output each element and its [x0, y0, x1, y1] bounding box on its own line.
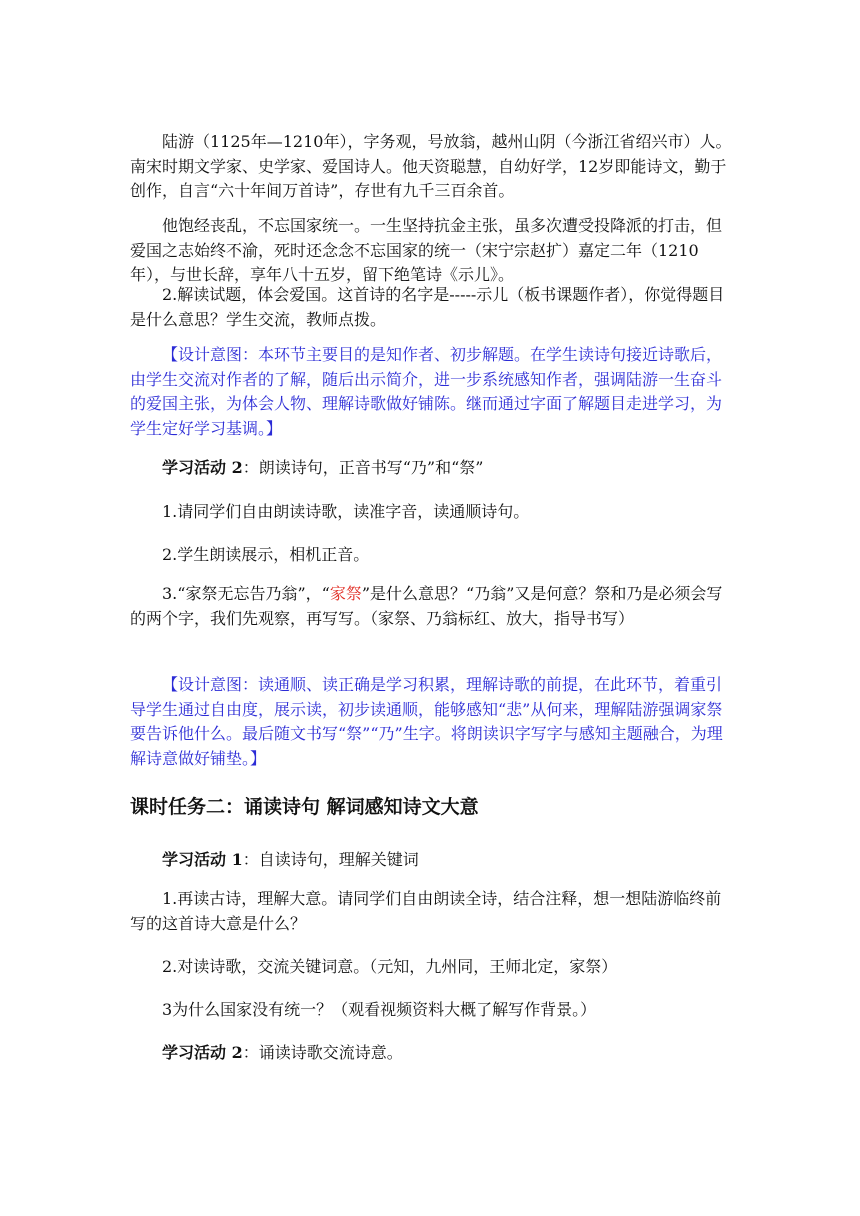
- highlighted-term: 家祭: [329, 584, 362, 603]
- step-3-part-b: ”是什么意思？“乃翁”又是何意？祭和乃是必须会写的两个字，我们先观察，再写写。（家祭、乃翁标红、放大，指导书写）: [130, 584, 723, 628]
- activity-label: 学习活动 1: [162, 850, 243, 869]
- activity-2-line: [130, 456, 734, 481]
- section-heading: 课时任务二：诵读诗句 解词感知诗文大意: [130, 796, 479, 818]
- activity-text: ：自读诗句，理解关键词: [242, 850, 419, 869]
- activity-text: ：诵读诗歌交流诗意。: [242, 1043, 403, 1062]
- design-intent-note-2: 【设计意图：读通顺、读正确是学习积累，理解诗歌的前提，在此环节，着重引导学生通过自由度，展示读，初步读通顺，能够感知“悲”从何来，理解陆游强调家祭要告诉他什么。最后随文书写“祭”“乃”生字。将朗读识字写字与感知主题融合，为理解诗意做好铺垫。】: [130, 675, 723, 768]
- paragraph-author-life: 他饱经丧乱，不忘国家统一。一生坚持抗金主张，虽多次遭受投降派的打击，但爱国之志始终不渝，死时还念念不忘国家的统一（宋宁宗赵扩）嘉定二年（1210年），与世长辞，享年八十五岁，留下绝笔诗《示儿》。: [130, 216, 723, 284]
- activity-1-line: [130, 848, 734, 873]
- activity-label: 学习活动 2: [162, 1043, 243, 1062]
- step-3-part-a: 3.“家祭无忘告乃翁”，“: [162, 584, 330, 603]
- task-1: 1.再读古诗，理解大意。请同学们自由朗读全诗，结合注释，想一想陆游临终前写的这首诗大意是什么？: [130, 889, 722, 933]
- activity-label: 学习活动 2: [162, 458, 243, 477]
- step-3: [130, 582, 734, 631]
- paragraph-title-interpretation: 2.解读试题，体会爱国。这首诗的名字是-----示儿（板书课题作者），你觉得题目是什么意思？学生交流，教师点拨。: [130, 285, 725, 329]
- paragraph-author-bio: 陆游（1125年—1210年），字务观，号放翁，越州山阴（今浙江省绍兴市）人。南宋时期文学家、史学家、爱国诗人。他天资聪慧，自幼好学，12岁即能诗文，勤于创作，自言“六十年间万首诗”，存世有九千三百余首。: [130, 132, 732, 200]
- design-intent-note-1: 【设计意图：本环节主要目的是知作者、初步解题。在学生读诗句接近诗歌后，由学生交流对作者的了解，随后出示简介，进一步系统感知作者，强调陆游一生奋斗的爱国主张，为体会人物、理解诗歌做好铺陈。继而通过字面了解题目走进学习，为学生定好学习基调。】: [130, 345, 723, 438]
- activity-2b-line: [130, 1041, 734, 1066]
- activity-text: ：朗读诗句，正音书写“乃”和“祭”: [242, 458, 484, 477]
- step-2: 2.学生朗读展示，相机正音。: [162, 545, 370, 564]
- step-1: 1.请同学们自由朗读诗歌，读准字音，读通顺诗句。: [162, 502, 530, 521]
- task-2: 2.对读诗歌，交流关键词意。（元知，九州同，王师北定，家祭）: [162, 957, 618, 976]
- task-3: 3为什么国家没有统一？（观看视频资料大概了解写作背景。）: [162, 1000, 597, 1019]
